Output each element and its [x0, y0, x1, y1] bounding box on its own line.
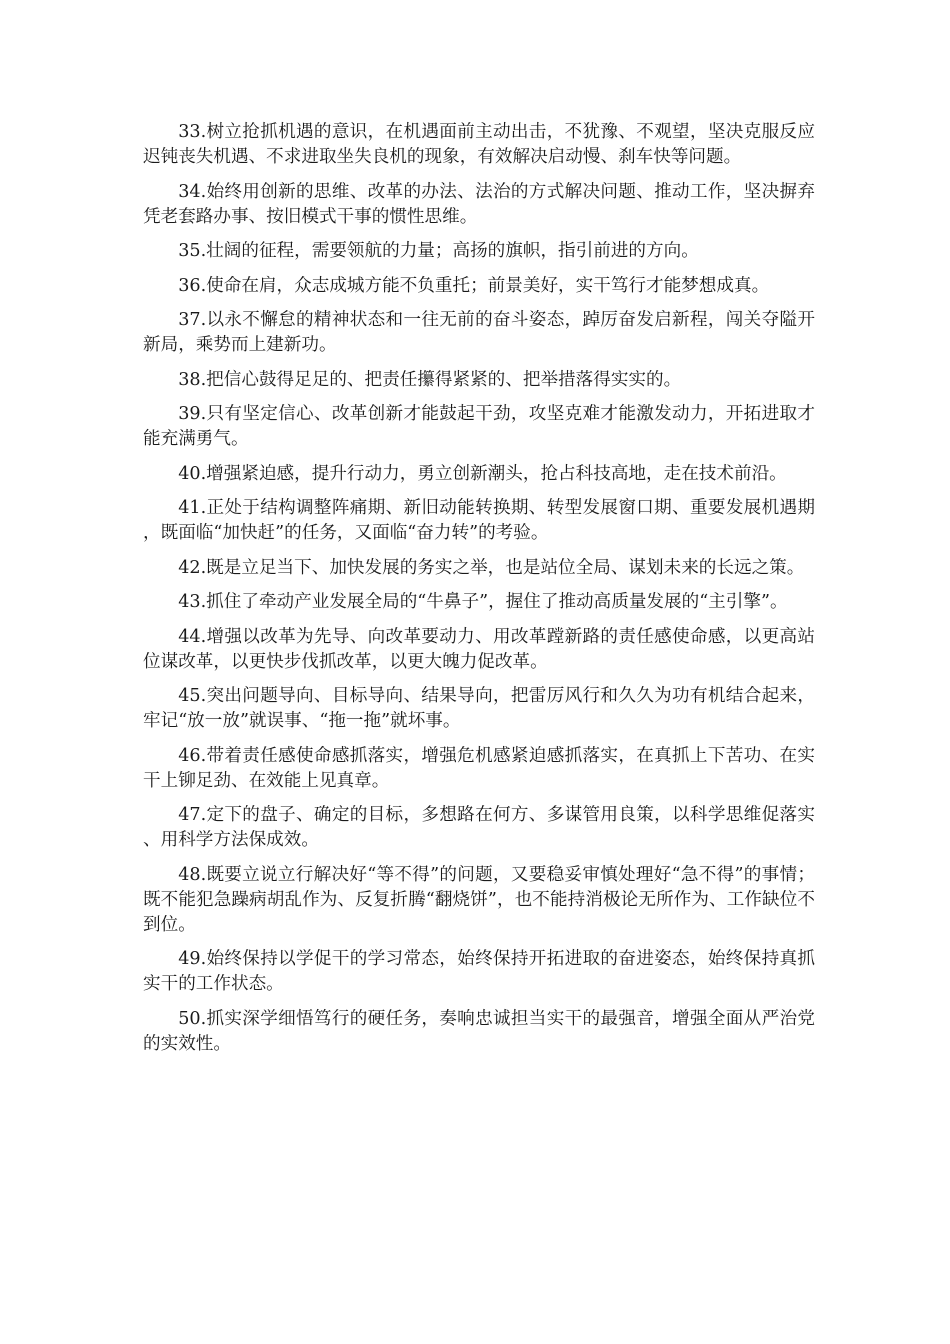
paragraph-39: 39.只有坚定信心、改革创新才能鼓起干劲，攻坚克难才能激发动力，开拓进取才能充满勇气。 [143, 404, 815, 449]
paragraph-48: 48.既要立说立行解决好“等不得”的问题，又要稳妥审慎处理好“急不得”的事情；既不能犯急躁病胡乱作为、反复折腾“翻烧饼”，也不能持消极论无所作为、工作缺位不到位。 [143, 864, 815, 935]
paragraph-49: 49.始终保持以学促干的学习常态，始终保持开拓进取的奋进姿态，始终保持真抓实干的工作状态。 [143, 949, 815, 994]
paragraph-44: 44.增强以改革为先导、向改革要动力、用改革蹚新路的责任感使命感，以更高站位谋改革，以更快步伐抓改革，以更大魄力促改革。 [143, 626, 815, 672]
paragraph-40: 40.增强紧迫感，提升行动力，勇立创新潮头，抢占科技高地，走在技术前沿。 [178, 463, 787, 484]
paragraph-47: 47.定下的盘子、确定的目标，多想路在何方、多谋管用良策，以科学思维促落实、用科学方法保成效。 [143, 805, 815, 850]
document-body [143, 120, 815, 1066]
paragraph-37: 37.以永不懈怠的精神状态和一往无前的奋斗姿态，踔厉奋发启新程，闯关夺隘开新局，乘势而上建新功。 [143, 310, 815, 355]
paragraph-35: 35.壮阔的征程，需要领航的力量；高扬的旗帜，指引前进的方向。 [178, 241, 699, 261]
paragraph-36: 36.使命在肩，众志成城方能不负重托；前景美好，实干笃行才能梦想成真。 [178, 275, 770, 296]
paragraph-46: 46.带着责任感使命感抓落实，增强危机感紧迫感抓落实，在真抓上下苦功、在实干上铆足劲、在效能上见真章。 [143, 745, 815, 791]
paragraph-43: 43.抓住了牵动产业发展全局的“牛鼻子”，握住了推动高质量发展的“主引擎”。 [178, 592, 788, 612]
paragraph-41: 41.正处于结构调整阵痛期、新旧动能转换期、转型发展窗口期、重要发展机遇期，既面临“加快赶”的任务，又面临“奋力转”的考验。 [143, 498, 815, 543]
paragraph-33: 33.树立抢抓机遇的意识，在机遇面前主动出击，不犹豫、不观望，坚决克服反应迟钝丧失机遇、不求进取坐失良机的现象，有效解决启动慢、刹车快等问题。 [143, 122, 815, 167]
paragraph-38: 38.把信心鼓得足足的、把责任攥得紧紧的、把举措落得实实的。 [178, 369, 682, 390]
paragraph-45: 45.突出问题导向、目标导向、结果导向，把雷厉风行和久久为功有机结合起来，牢记“放一放”就误事、“拖一拖”就坏事。 [143, 686, 815, 731]
paragraph-34: 34.始终用创新的思维、改革的办法、法治的方式解决问题、推动工作，坚决摒弃凭老套路办事、按旧模式干事的惯性思维。 [143, 181, 815, 227]
paragraph-50: 50.抓实深学细悟笃行的硬任务，奏响忠诚担当实干的最强音，增强全面从严治党的实效性。 [143, 1008, 815, 1054]
paragraph-42: 42.既是立足当下、加快发展的务实之举，也是站位全局、谋划未来的长远之策。 [178, 557, 805, 578]
